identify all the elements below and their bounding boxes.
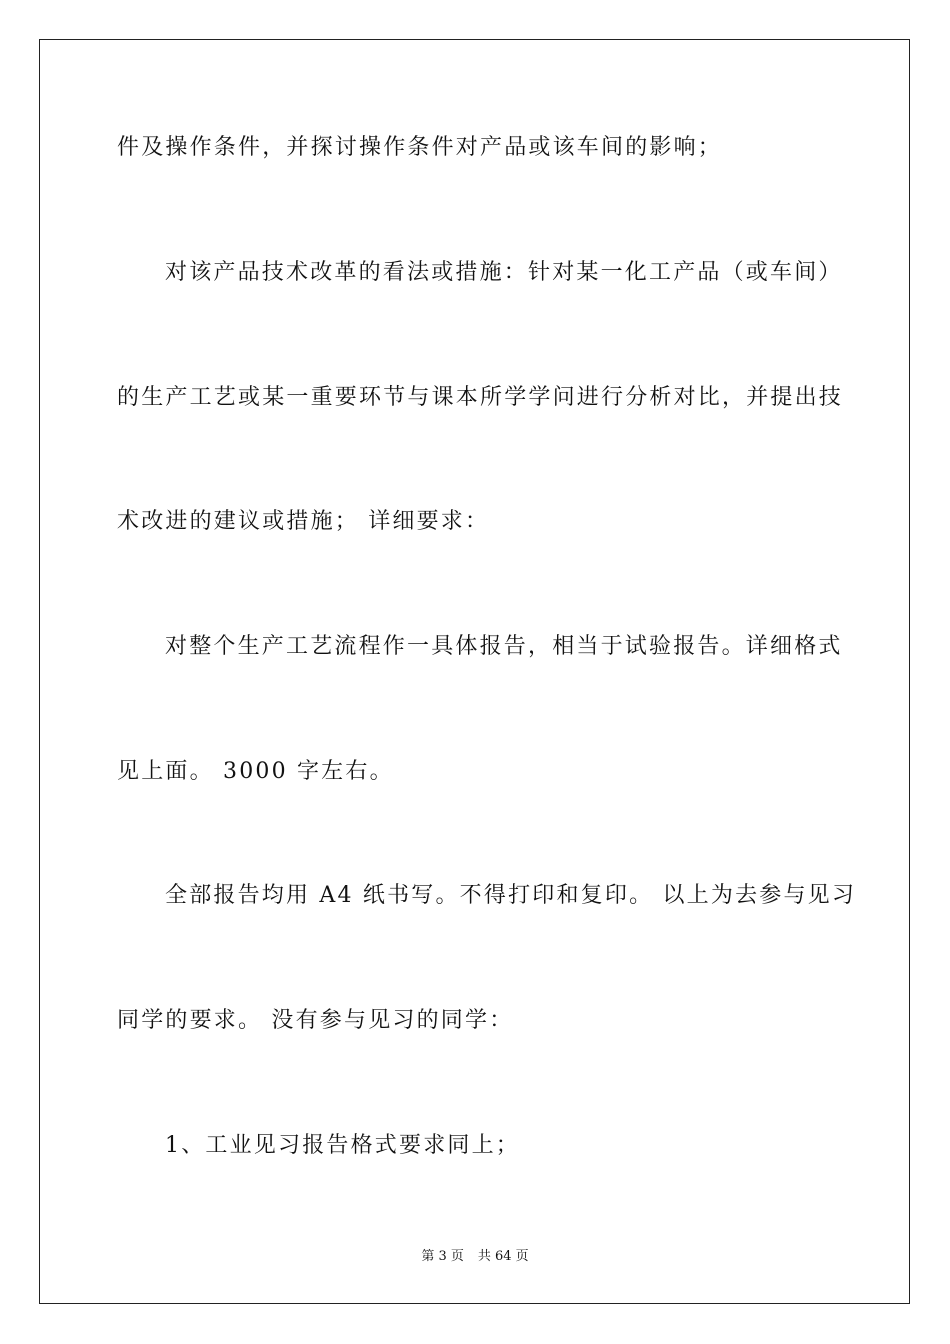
body-text-line: 1、工业见习报告格式要求同上； (165, 1133, 520, 1158)
page-total: 共 64 页 (477, 1249, 529, 1264)
page-footer (0, 1248, 950, 1266)
body-text-line: 全部报告均用 A4 纸书写。不得打印和复印。 以上为去参与见习 (165, 883, 857, 908)
body-text-line: 件及操作条件，并探讨操作条件对产品或该车间的影响； (117, 135, 723, 160)
body-text-line: 对该产品技术改革的看法或措施：针对某一化工产品（或车间） (165, 260, 843, 285)
body-text-line: 的生产工艺或某一重要环节与课本所学学问进行分析对比，并提出技 (117, 385, 844, 410)
page-number: 第 3 页 (421, 1249, 464, 1264)
body-text-line: 术改进的建议或措施； 详细要求： (117, 509, 490, 534)
body-text-line: 对整个生产工艺流程作一具体报告，相当于试验报告。详细格式 (165, 634, 843, 659)
body-text-line: 见上面。 3000 字左右。 (117, 759, 394, 784)
page-frame (39, 39, 910, 1304)
body-text-line: 同学的要求。 没有参与见习的同学： (117, 1008, 514, 1033)
